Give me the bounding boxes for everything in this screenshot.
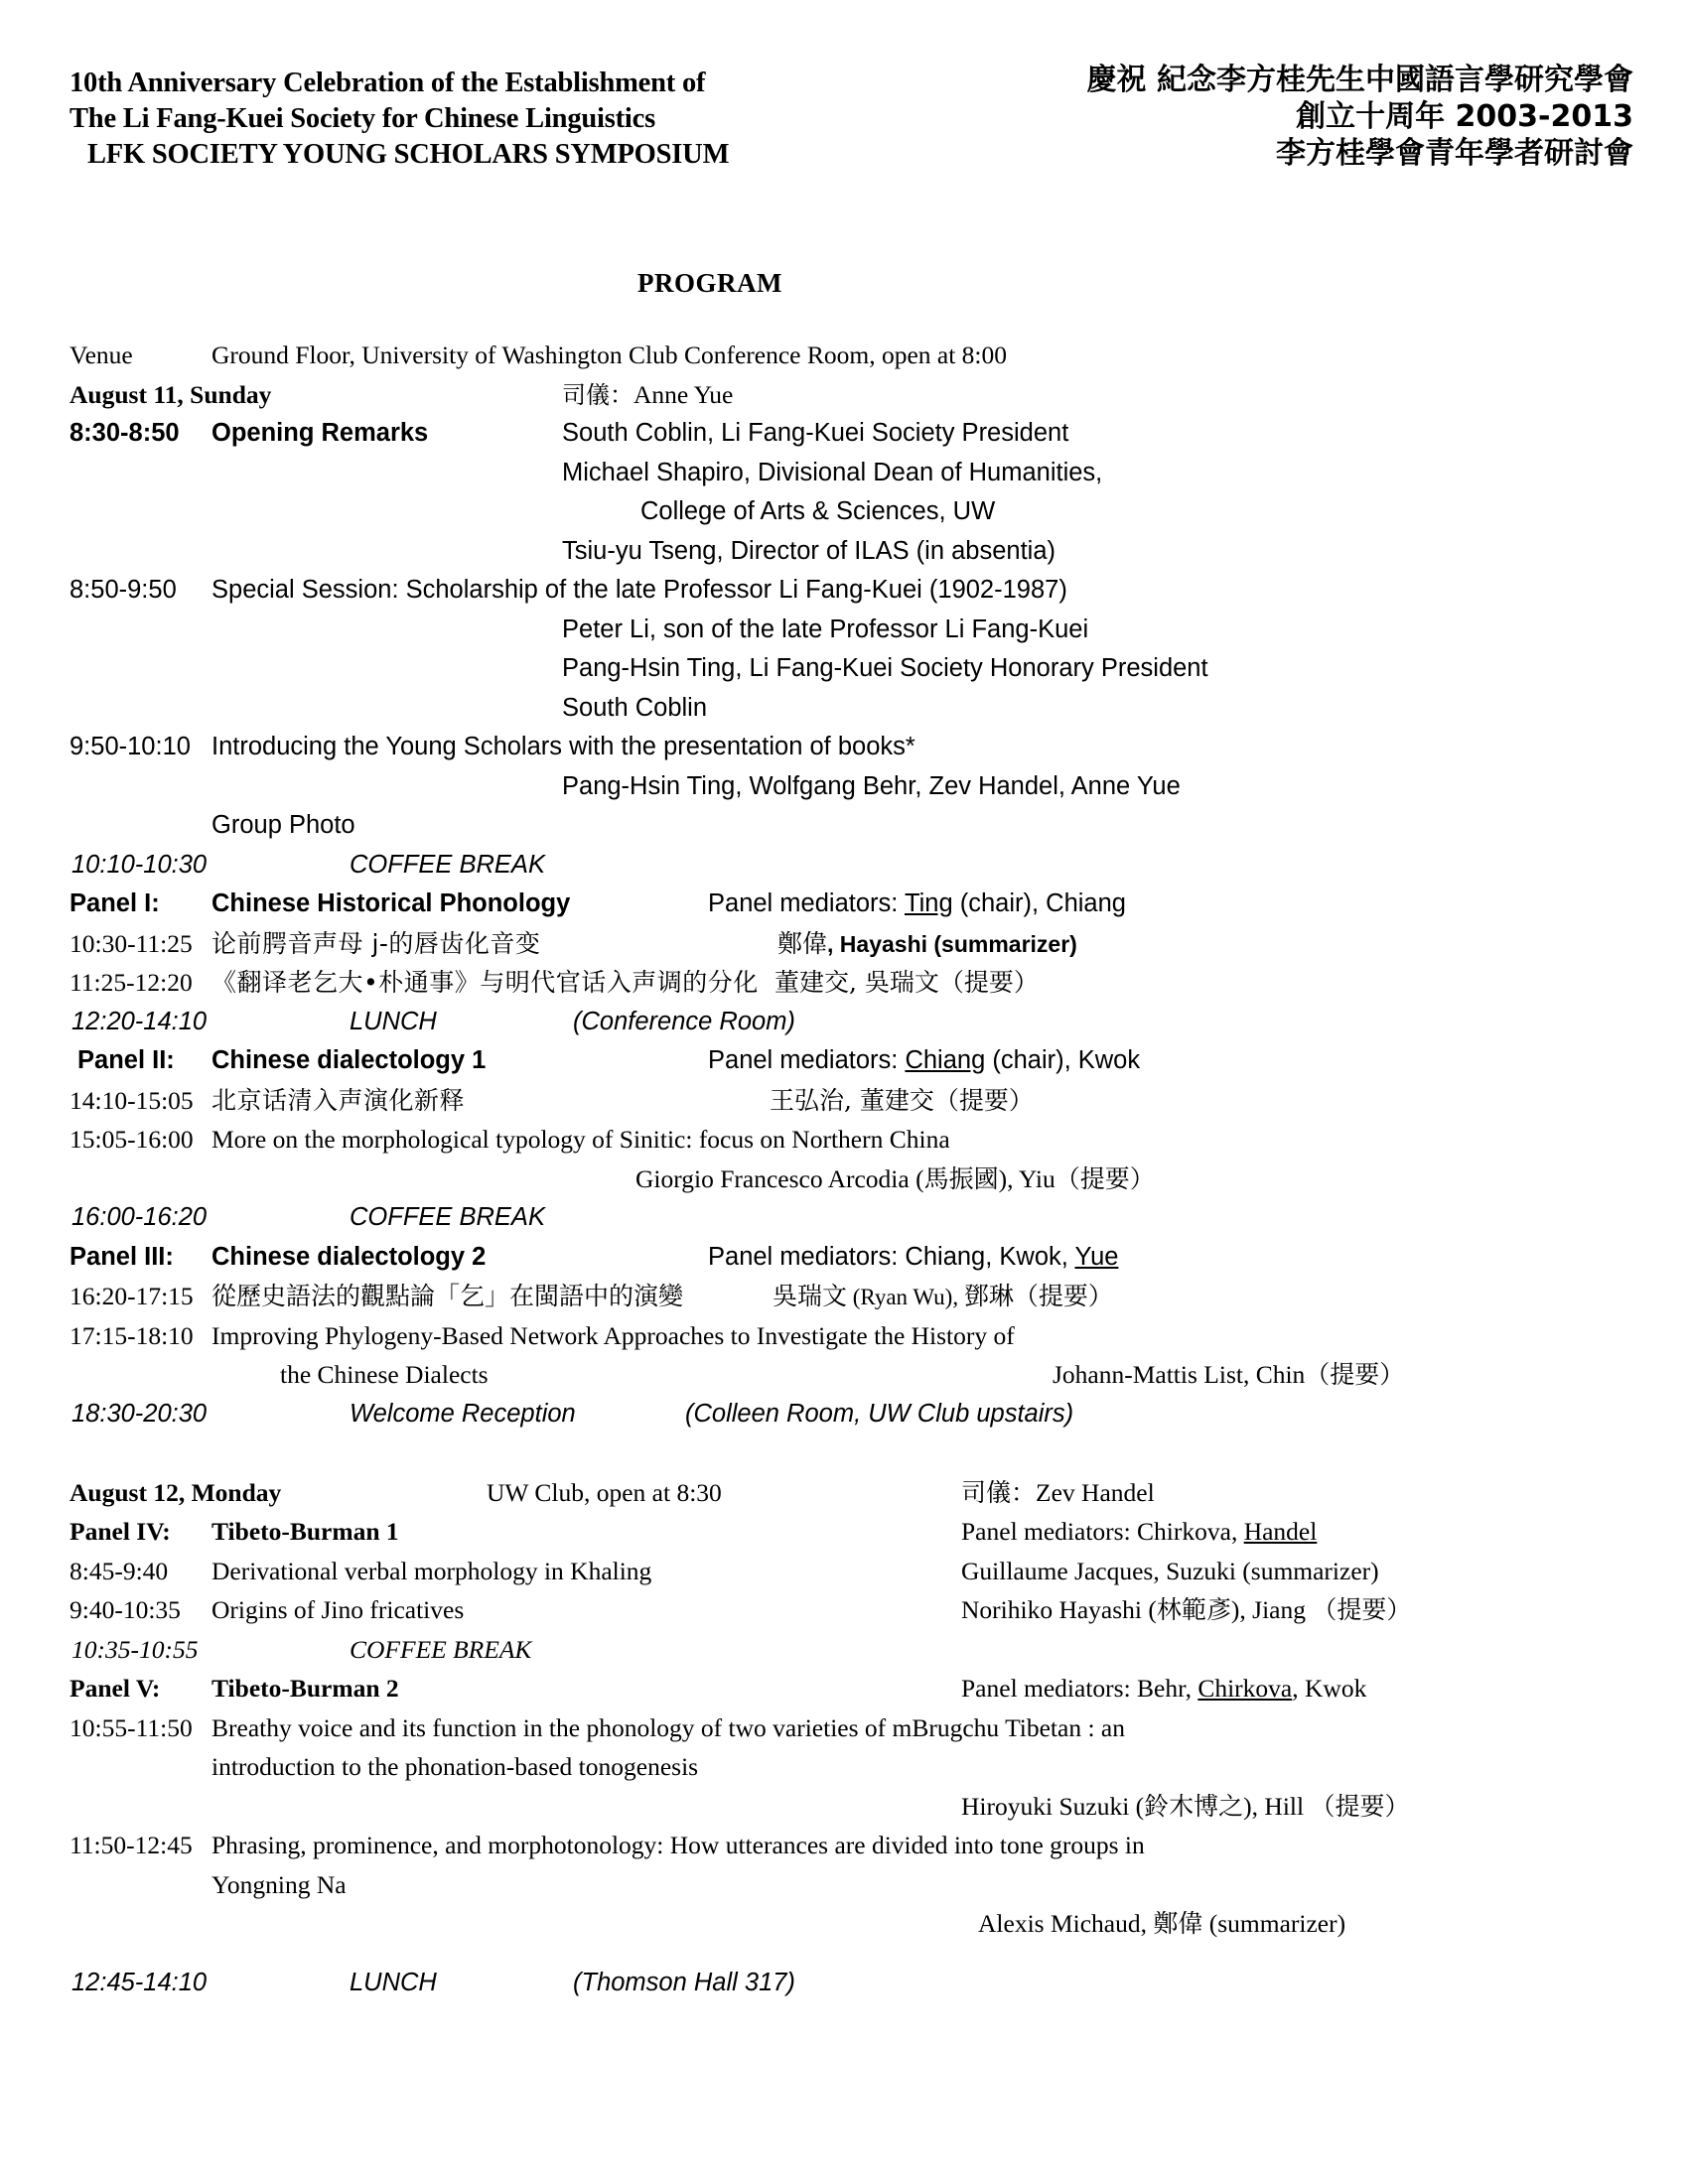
panel-1-talk-2-time: 11:25-12:20 (70, 968, 193, 997)
panel-5-mediators-rest: , Kwok (1292, 1674, 1367, 1703)
row-panel-3-talk-2-cont (0, 1355, 1688, 1395)
coffee-break-1-label: COFFEE BREAK (350, 850, 545, 879)
day2-venue: UW Club, open at 8:30 (487, 1477, 722, 1507)
header-title-cn-line-1: 慶祝 紀念李方桂先生中國語言學研究學會 (1086, 63, 1633, 97)
panel-4-mediators-chair: Handel (1243, 1517, 1318, 1546)
panel-4-label: Panel IV: (70, 1517, 171, 1546)
row-introducing-scholars (0, 728, 1688, 767)
coffee-break-2-time: 16:00-16:20 (71, 1203, 208, 1231)
panel-1-talk-1-title: 论前腭音声母 j-的唇齿化音变 (211, 928, 541, 958)
panel-1-mediators-rest: (chair), Chiang (952, 889, 1126, 917)
reception-time: 18:30-20:30 (71, 1399, 208, 1428)
row-special-speaker-1 (0, 611, 1688, 650)
row-panel-3-header (0, 1238, 1688, 1278)
panel-2-mediators-chair: Chiang (905, 1046, 986, 1074)
row-group-photo (0, 806, 1688, 846)
day2-lunch-place: (Thomson Hall 317) (573, 1968, 795, 1996)
row-panel-2-talk-2-presenter (0, 1160, 1688, 1199)
row-day1-date (0, 375, 1688, 415)
panel-5-mediators (961, 1669, 1366, 1708)
panel-4-talk-2-time: 9:40-10:35 (70, 1595, 181, 1624)
special-session-time: 8:50-9:50 (70, 576, 177, 604)
panel-5-talk-1-time: 10:55-11:50 (70, 1712, 193, 1742)
panel-2-mediators (708, 1041, 1140, 1081)
day1-host-label: 司儀： (562, 380, 633, 409)
panel-2-talk-1-presenter-rest: （提要） (933, 1085, 1034, 1115)
panel-4-talk-2-presenter-b: ), Jiang (1230, 1595, 1313, 1624)
reception-place: (Colleen Room, UW Club upstairs) (685, 1399, 1074, 1428)
panel-2-talk-2-presenter-b: ), Yiu (998, 1163, 1055, 1193)
panel-2-talk-2-presenter (635, 1160, 1155, 1199)
panel-2-talk-1-presenter-cn: 王弘治, 董建交 (770, 1085, 934, 1115)
row-day2-date (0, 1473, 1688, 1513)
panel-4-mediators-prefix: Panel mediators: Chirkova, (961, 1517, 1244, 1546)
introducing-speakers: Pang-Hsin Ting, Wolfgang Behr, Zev Handel, Anne Yue (562, 771, 1181, 800)
opening-speaker-2: Michael Shapiro, Divisional Dean of Humanities, (562, 458, 1103, 486)
panel-3-talk-2-title-line2: the Chinese Dialects (280, 1360, 489, 1389)
header-title-english (70, 66, 884, 173)
header-title-chinese (998, 62, 1633, 172)
panel-1-mediators-prefix: Panel mediators: (708, 889, 905, 917)
panel-5-mediators-chair: Chirkova (1197, 1674, 1293, 1703)
panel-1-label: Panel I: (70, 889, 160, 917)
row-panel-5-header (0, 1669, 1688, 1708)
page-title: PROGRAM (637, 268, 782, 298)
row-special-speaker-2 (0, 649, 1688, 689)
row-coffee-break-2 (0, 1198, 1688, 1238)
day1-host-name: Anne Yue (633, 379, 734, 409)
row-panel-3-talk-2 (0, 1316, 1688, 1356)
panel-1-talk-1-presenter (777, 924, 1077, 965)
panel-3-talk-1-presenter-cn: 吳瑞文 (773, 1282, 848, 1310)
panel-5-talk-1-presenter-b: ), Hill (1243, 1791, 1311, 1821)
panel-3-label: Panel III: (70, 1242, 174, 1271)
panel-3-talk-1-presenter-cn2: 鄧琳（提要） (963, 1282, 1113, 1310)
panel-2-mediators-rest: (chair), Kwok (985, 1046, 1141, 1074)
panel-5-talk-1-presenter-cn: 鈴木博之 (1144, 1791, 1244, 1821)
row-coffee-break-1 (0, 846, 1688, 886)
panel-3-talk-1-title: 從歷史語法的觀點論「乞」在閩語中的演變 (211, 1282, 684, 1310)
panel-4-talk-2-presenter-a: Norihiko Hayashi ( (961, 1595, 1157, 1624)
program-body (0, 336, 1688, 2002)
special-speaker-1: Peter Li, son of the late Professor Li Fang-Kuei (562, 614, 1089, 643)
panel-1-talk-1-presenter-rest: , Hayashi (summarizer) (827, 930, 1077, 957)
panel-2-talk-2-presenter-cn2: （提要） (1055, 1163, 1155, 1193)
day2-date: August 12, Monday (70, 1477, 282, 1507)
panel-5-talk-2-presenter-cn: 鄭偉 (1153, 1909, 1203, 1938)
row-day2-lunch (0, 1964, 1688, 2003)
panel-5-mediators-prefix: Panel mediators: Behr, (961, 1674, 1198, 1703)
coffee-break-1-time: 10:10-10:30 (71, 850, 208, 879)
panel-3-talk-2-presenter-a: Johann-Mattis List, Chin (1053, 1360, 1306, 1389)
panel-2-topic: Chinese dialectology 1 (211, 1046, 487, 1074)
day2-lunch-label: LUNCH (350, 1968, 437, 1996)
opening-title: Opening Remarks (211, 419, 429, 447)
introducing-title: Introducing the Young Scholars with the presentation of books* (211, 733, 915, 760)
panel-5-talk-1-presenter-a: Hiroyuki Suzuki ( (961, 1791, 1145, 1821)
panel-5-talk-1-title-line2: introduction to the phonation-based tonogenesis (211, 1752, 699, 1781)
panel-4-topic: Tibeto-Burman 1 (211, 1517, 399, 1546)
panel-3-mediators-prefix: Panel mediators: Chiang, Kwok, (708, 1242, 1075, 1271)
panel-5-talk-1-title: Breathy voice and its function in the phonology of two varieties of mBrugchu Tibetan : an (211, 1712, 1125, 1742)
panel-3-mediators-chair: Yue (1074, 1242, 1119, 1271)
panel-1-talk-2-presenter-rest: （提要） (938, 968, 1039, 997)
row-opening-speaker-2 (0, 454, 1688, 493)
row-coffee-break-3 (0, 1630, 1688, 1670)
panel-1-mediators-chair: Ting (904, 889, 953, 917)
day1-lunch-label: LUNCH (350, 1007, 437, 1035)
panel-3-mediators (708, 1238, 1118, 1278)
panel-2-talk-2-time: 15:05-16:00 (70, 1125, 194, 1154)
row-panel-5-talk-1 (0, 1708, 1688, 1748)
panel-3-talk-2-title: Improving Phylogeny-Based Network Approaches to Investigate the History of (211, 1320, 1015, 1350)
panel-2-talk-2-title: More on the morphological typology of Sinitic: focus on Northern China (211, 1125, 950, 1154)
panel-3-talk-1-presenter-rest: (Ryan Wu), (847, 1285, 964, 1309)
panel-2-talk-2-presenter-a: Giorgio Francesco Arcodia ( (635, 1163, 924, 1193)
panel-4-talk-1-time: 8:45-9:40 (70, 1556, 169, 1585)
special-speaker-2: Pang-Hsin Ting, Li Fang-Kuei Society Honorary President (562, 654, 1208, 682)
panel-1-talk-2-title: 《翻译老乞大•朴通事》与明代官话入声调的分化 (211, 968, 759, 997)
day2-host-name: Zev Handel (1036, 1477, 1155, 1507)
panel-5-talk-2-presenter (978, 1904, 1345, 1944)
panel-3-talk-1-time: 16:20-17:15 (70, 1282, 194, 1310)
row-venue (0, 336, 1688, 375)
panel-3-topic: Chinese dialectology 2 (211, 1242, 487, 1271)
panel-3-talk-2-presenter-cn: （提要） (1305, 1360, 1405, 1389)
panel-1-talk-2-presenter-cn: 董建交, 吳瑞文 (774, 968, 939, 997)
day1-lunch-place: (Conference Room) (573, 1007, 795, 1035)
panel-4-talk-1-presenter: Guillaume Jacques, Suzuki (summarizer) (961, 1556, 1379, 1585)
row-opening-speaker-4 (0, 532, 1688, 572)
row-day1-lunch (0, 1003, 1688, 1042)
coffee-break-3-time: 10:35-10:55 (71, 1634, 199, 1664)
special-speaker-3: South Coblin (562, 693, 708, 722)
panel-5-topic: Tibeto-Burman 2 (211, 1674, 399, 1703)
day2-lunch-time: 12:45-14:10 (71, 1968, 208, 1996)
row-panel-1-header (0, 885, 1688, 924)
panel-5-talk-1-presenter-cn2: （提要） (1310, 1791, 1410, 1821)
panel-1-mediators (708, 885, 1126, 924)
row-welcome-reception (0, 1395, 1688, 1434)
panel-4-talk-2-title: Origins of Jino fricatives (211, 1595, 465, 1624)
panel-2-label: Panel II: (77, 1046, 175, 1074)
panel-5-talk-2-presenter-b: (summarizer) (1202, 1909, 1346, 1938)
reception-label: Welcome Reception (350, 1399, 576, 1428)
row-panel-5-talk-2-presenter (0, 1904, 1688, 1944)
venue-text: Ground Floor, University of Washington Club Conference Room, open at 8:00 (211, 341, 1008, 369)
day2-host (961, 1473, 1155, 1513)
panel-2-talk-1-presenter (770, 1081, 1034, 1121)
venue-label: Venue (70, 341, 133, 369)
panel-3-talk-2-presenter (1053, 1355, 1404, 1395)
opening-speaker-4: Tsiu-yu Tseng, Director of ILAS (in absentia) (562, 536, 1056, 565)
panel-4-talk-2-presenter (961, 1590, 1411, 1630)
row-opening-remarks (0, 414, 1688, 454)
section-spacer (0, 1433, 1688, 1473)
panel-1-talk-1-time: 10:30-11:25 (70, 928, 193, 958)
panel-1-topic: Chinese Historical Phonology (211, 889, 571, 917)
panel-3-talk-2-time: 17:15-18:10 (70, 1320, 194, 1350)
row-spacer-final (0, 1944, 1688, 1964)
opening-speaker-3: College of Arts & Sciences, UW (640, 497, 996, 525)
row-panel-2-header (0, 1041, 1688, 1081)
header-title-en-line-3: LFK SOCIETY YOUNG SCHOLARS SYMPOSIUM (87, 139, 730, 170)
row-panel-1-talk-2 (0, 963, 1688, 1003)
day2-host-label: 司儀： (961, 1477, 1037, 1507)
panel-2-talk-1-title: 北京话清入声演化新释 (211, 1085, 466, 1115)
day1-lunch-time: 12:20-14:10 (71, 1007, 208, 1035)
header-title-cn-line-2: 創立十周年 2003-2013 (1296, 99, 1633, 134)
panel-4-mediators (961, 1512, 1317, 1552)
day1-host (562, 375, 733, 416)
coffee-break-3-label: COFFEE BREAK (350, 1634, 532, 1664)
row-panel-5-talk-2-cont (0, 1865, 1688, 1905)
panel-4-talk-2-presenter-cn2: （提要） (1312, 1595, 1412, 1624)
panel-2-talk-2-presenter-cn: 馬振國 (923, 1163, 999, 1193)
day1-date: August 11, Sunday (70, 379, 272, 409)
introducing-time: 9:50-10:10 (70, 733, 191, 760)
coffee-break-2-label: COFFEE BREAK (350, 1203, 545, 1231)
row-panel-1-talk-1 (0, 924, 1688, 964)
row-special-session (0, 571, 1688, 611)
row-panel-2-talk-2 (0, 1120, 1688, 1160)
row-introducing-speakers (0, 767, 1688, 807)
row-panel-5-talk-1-presenter (0, 1787, 1688, 1827)
group-photo-title: Group Photo (211, 811, 355, 839)
panel-2-mediators-prefix: Panel mediators: (708, 1046, 906, 1074)
row-panel-5-talk-1-cont (0, 1747, 1688, 1787)
panel-5-talk-2-title-line2: Yongning Na (211, 1869, 347, 1899)
row-opening-speaker-3 (0, 492, 1688, 532)
panel-1-talk-2-presenter (774, 963, 1039, 1003)
row-panel-4-header (0, 1512, 1688, 1552)
row-panel-3-talk-1 (0, 1277, 1688, 1316)
panel-5-talk-2-presenter-a: Alexis Michaud, (978, 1909, 1154, 1938)
row-panel-4-talk-1 (0, 1552, 1688, 1591)
panel-3-talk-1-presenter (773, 1277, 1113, 1317)
row-panel-2-talk-1 (0, 1081, 1688, 1121)
header-title-cn-line-3: 李方桂學會青年學者研討會 (1276, 136, 1633, 171)
row-panel-4-talk-2 (0, 1590, 1688, 1630)
header-title-en-line-2: The Li Fang-Kuei Society for Chinese Linguistics (70, 103, 655, 134)
panel-4-talk-2-presenter-cn: 林範彥 (1156, 1595, 1231, 1624)
opening-time: 8:30-8:50 (70, 419, 180, 447)
panel-5-talk-2-title: Phrasing, prominence, and morphotonology: How utterances are divided into tone groups in (211, 1831, 1145, 1859)
panel-5-talk-2-time: 11:50-12:45 (70, 1831, 193, 1859)
header-title-en-line-1: 10th Anniversary Celebration of the Establishment of (70, 68, 706, 98)
opening-speaker-1: South Coblin, Li Fang-Kuei Society President (562, 419, 1069, 447)
special-session-title: Special Session: Scholarship of the late Professor Li Fang-Kuei (1902-1987) (211, 576, 1067, 604)
panel-4-talk-1-title: Derivational verbal morphology in Khaling (211, 1556, 652, 1585)
panel-5-talk-1-presenter (961, 1787, 1409, 1827)
panel-1-talk-1-presenter-cn: 鄭偉 (777, 928, 828, 958)
panel-2-talk-1-time: 14:10-15:05 (70, 1085, 194, 1115)
row-panel-5-talk-2 (0, 1826, 1688, 1865)
panel-5-label: Panel V: (70, 1674, 161, 1703)
row-special-speaker-3 (0, 689, 1688, 729)
